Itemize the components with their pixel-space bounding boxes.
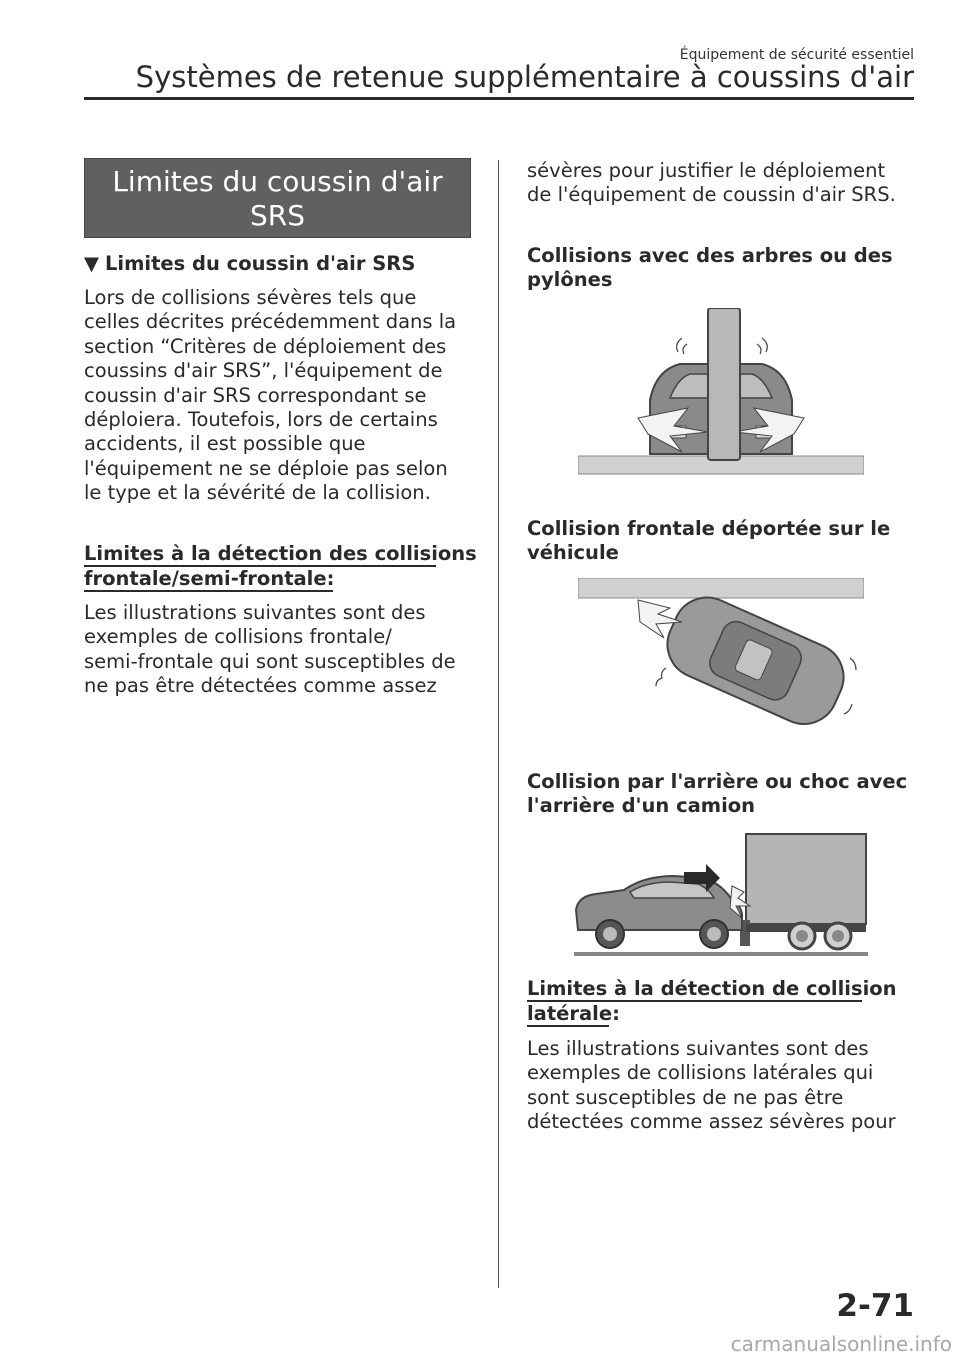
heading-line: Limites à la détection de collision [527,977,897,1000]
text-line: exemples de collisions latérales qui [527,1061,874,1085]
triangle-marker-icon: ▼ [84,252,99,275]
watermark: carmanualsonline.info [730,1332,952,1356]
text-line: de l'équipement de coussin d'air SRS. [527,183,896,207]
offset-collision-illustration [578,578,864,726]
column-divider [498,160,499,1288]
heading-line: l'arrière d'un camion [527,794,756,818]
heading-line: Collision par l'arrière ou choc avec [527,770,908,793]
text-line: Lors de collisions sévères tels que [84,286,417,309]
text-line: Les illustrations suivantes sont des [84,601,426,624]
chapter-title: Systèmes de retenue supplémentaire à coussins d'air [135,60,914,94]
text-line: Les illustrations suivantes sont des [527,1037,869,1060]
section-title-line1: Limites du coussin d'air [112,165,443,198]
heading-line: frontale/semi-frontale: [84,567,335,590]
frontal-paragraph [84,601,456,699]
section-title-line2: SRS [249,199,305,232]
text-line: sévères pour justifier le déploiement [527,159,886,182]
text-line: détectées comme assez sévères pour [527,1110,896,1134]
header-rule [84,97,914,100]
case-heading-offset [527,517,890,566]
heading-line: Collisions avec des arbres ou des [527,244,893,267]
text-line: exemples de collisions frontale/ [84,625,392,649]
heading-line: Limites à la détection des collisions [84,542,477,565]
case-heading-rear [527,770,907,819]
text-line: l'équipement ne se déploie pas selon [84,456,448,480]
heading-line: véhicule [527,541,619,565]
heading-underline [84,590,333,592]
text-line: celles décrites précédemment dans la [84,310,457,334]
intro-paragraph [84,286,456,506]
text-line: sont susceptibles de ne pas être [527,1085,844,1109]
text-line: le type et la sévérité de la collision. [84,481,431,505]
subheading-text: Limites du coussin d'air SRS [105,252,416,275]
pole-collision-illustration [578,308,864,478]
heading-underline [527,1000,862,1002]
section-title-box [84,158,471,238]
heading-underline [527,1025,609,1027]
heading-underline [84,565,436,567]
lateral-paragraph [527,1037,896,1135]
text-line: section “Critères de déploiement des [84,334,447,358]
continued-paragraph [527,159,896,208]
page-number: 2-71 [836,1288,914,1324]
truck-collision-illustration [574,832,868,958]
text-line: coussin d'air SRS correspondant se [84,383,427,407]
text-line: coussins d'air SRS”, l'équipement de [84,359,443,383]
heading-line: pylônes [527,268,613,292]
text-line: ne pas être détectées comme assez [84,674,437,698]
text-line: semi-frontale qui sont susceptibles de [84,649,456,673]
text-line: accidents, il est possible que [84,432,366,456]
heading-line: latérale: [527,1002,620,1025]
case-heading-pole [527,244,893,293]
section-label: Équipement de sécurité essentiel [679,47,914,63]
heading-line: Collision frontale déportée sur le [527,517,891,540]
text-line: déploiera. Toutefois, lors de certains [84,408,438,432]
subheading [84,252,415,276]
